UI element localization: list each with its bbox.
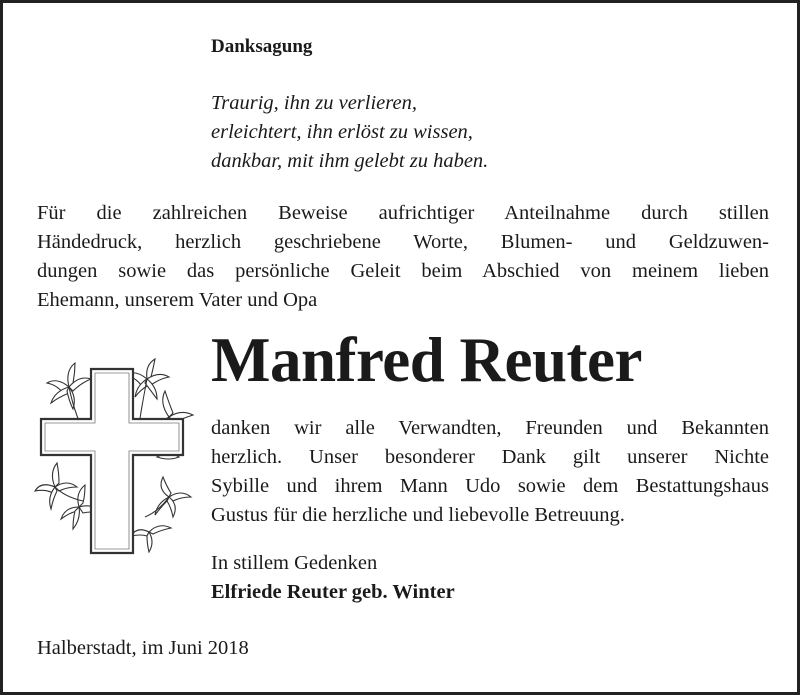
thanks-line: herzlich. Unser besonderer Dank gilt unserer Nichte: [211, 446, 769, 468]
lily-flower-icon: [131, 526, 171, 552]
poem-line: erleichtert, ihn erlöst zu wissen,: [211, 121, 473, 143]
lily-flower-icon: [35, 463, 77, 509]
deceased-name: Manfred Reuter: [211, 325, 642, 395]
intro-line: dungen sowie das persönliche Geleit beim Abschied von meinem lieben: [37, 260, 769, 282]
closing-phrase: In stillem Gedenken: [211, 552, 378, 574]
thanks-paragraph: [211, 414, 769, 530]
thanks-line: danken wir alle Verwandten, Freunden und Bekannten: [211, 417, 769, 439]
lily-flower-icon: [47, 363, 91, 409]
thanks-line: Gustus für die herzliche und liebevolle Betreuung.: [211, 504, 625, 526]
signer-name: Elfriede Reuter geb. Winter: [211, 581, 455, 603]
intro-line: Ehemann, unserem Vater und Opa: [37, 289, 318, 311]
intro-line: Händedruck, herzlich geschriebene Worte, Blumen- und Geldzuwen-: [37, 231, 769, 253]
intro-paragraph: [37, 199, 769, 315]
poem-line: Traurig, ihn zu verlieren,: [211, 92, 417, 114]
place-date: Halberstadt, im Juni 2018: [37, 637, 249, 659]
poem-line: dankbar, mit ihm gelebt zu haben.: [211, 150, 489, 172]
lily-flower-icon: [155, 477, 191, 517]
thanks-line: Sybille und ihrem Mann Udo sowie dem Bestattungshaus: [211, 475, 769, 497]
notice-heading: Danksagung: [211, 36, 313, 57]
cross-with-lilies-icon: [29, 357, 199, 557]
intro-line: Für die zahlreichen Beweise aufrichtiger Anteilnahme durch stillen: [37, 202, 769, 224]
poem: [211, 89, 488, 176]
